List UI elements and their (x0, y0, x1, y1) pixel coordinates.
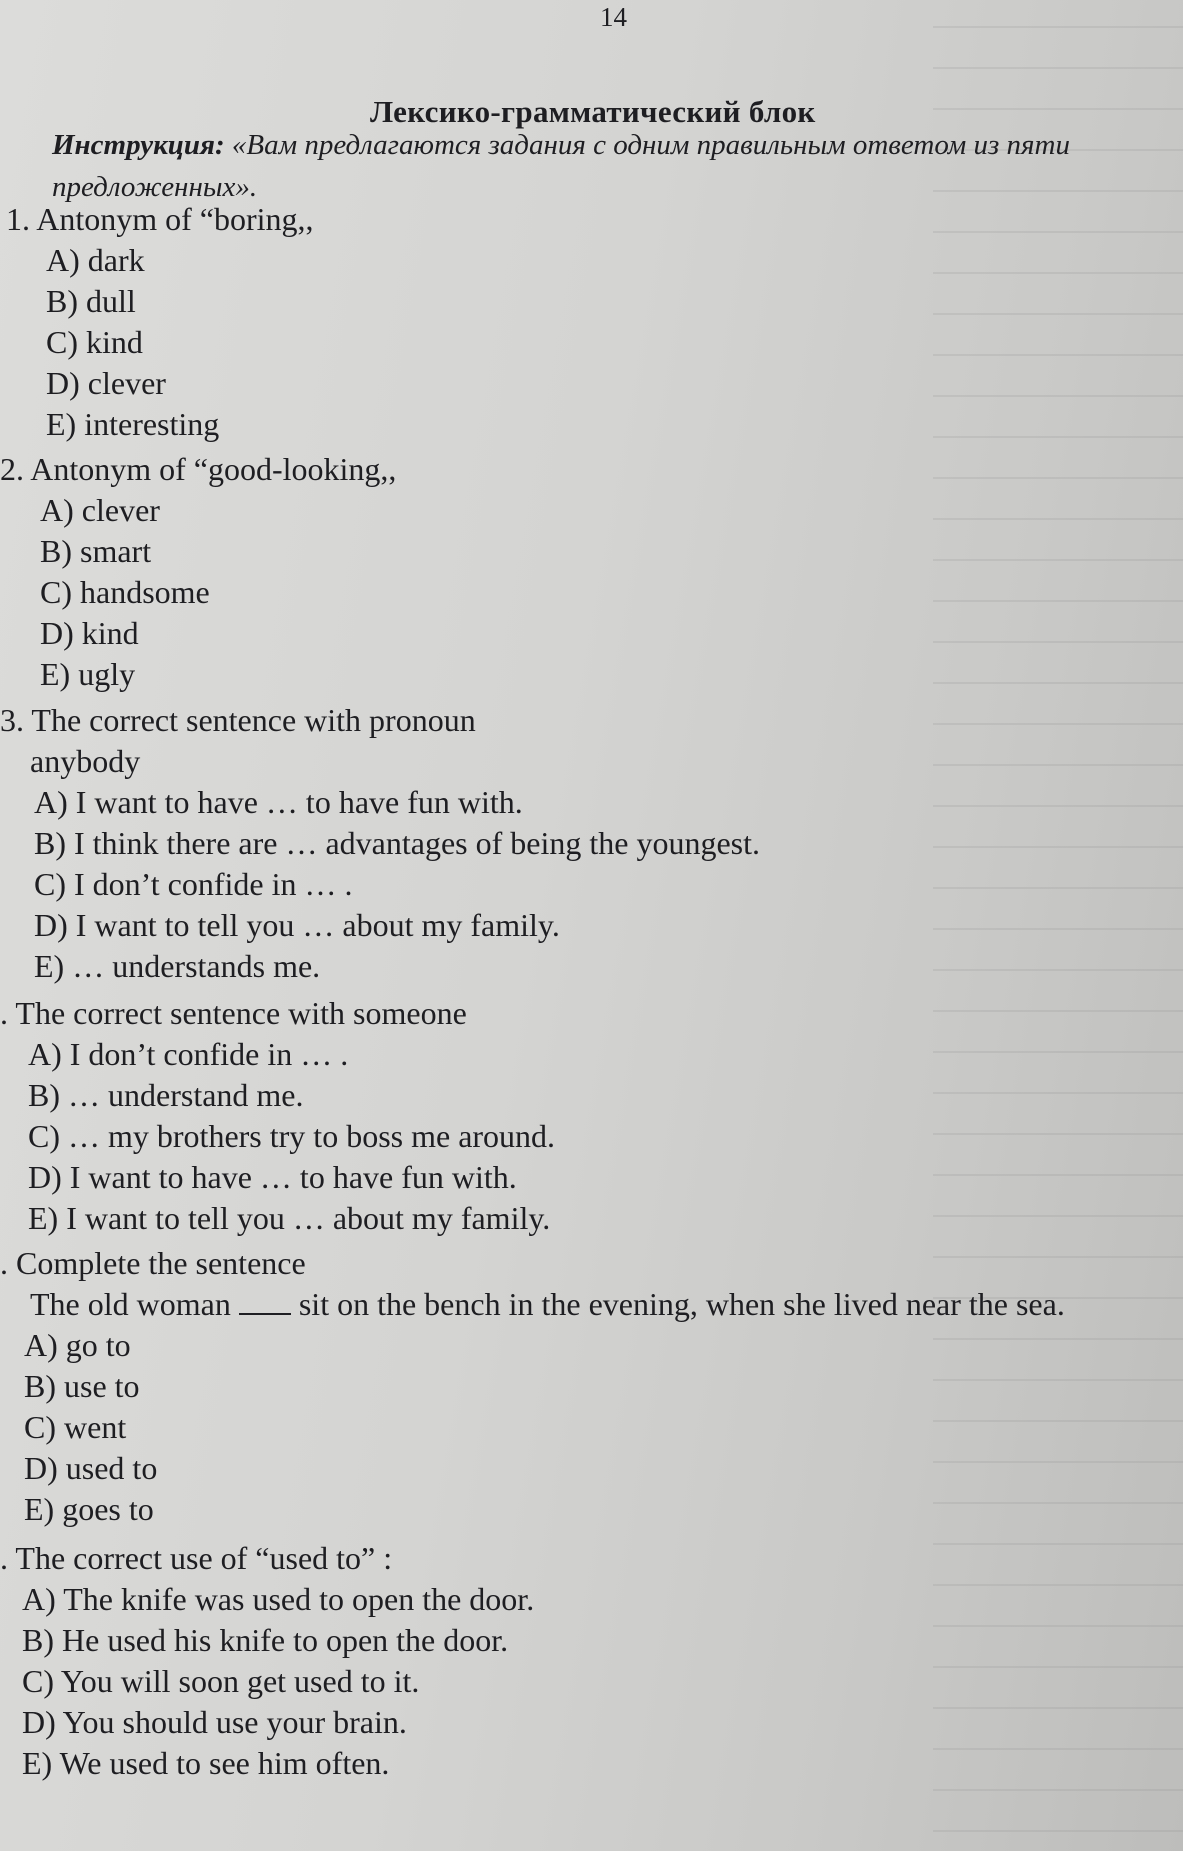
question-title: . The correct use of “used to” : (0, 1540, 393, 1576)
question-sentence (0, 1284, 1065, 1325)
option-a: A) The knife was used to open the door. (22, 1581, 535, 1617)
question-1 (6, 199, 314, 445)
question-2 (0, 449, 396, 695)
instruction (52, 124, 1162, 208)
option-c: C) … my brothers try to boss me around. (28, 1118, 556, 1154)
instruction-text: «Вам предлагаются задания с одним правильным ответом из пяти предложенных». (52, 129, 1070, 203)
answer-blank (239, 1291, 291, 1315)
option-a: A) dark (46, 242, 145, 278)
question-6 (0, 1538, 534, 1784)
option-a: A) clever (40, 492, 160, 528)
option-c: C) You will soon get used to it. (22, 1663, 420, 1699)
option-a: A) I don’t confide in … . (28, 1036, 349, 1072)
question-title: 3. The correct sentence with pronoun (0, 702, 476, 738)
option-a: A) go to (24, 1327, 131, 1363)
page-number: 14 (600, 2, 627, 32)
option-e: E) … understands me. (34, 948, 321, 984)
option-e: E) goes to (24, 1491, 154, 1527)
option-d: D) clever (46, 365, 166, 401)
sentence-start: The old woman (30, 1286, 231, 1322)
option-b: B) dull (46, 283, 136, 319)
question-title: 2. Antonym of “good-looking,, (0, 451, 397, 487)
option-c: C) kind (46, 324, 143, 360)
instruction-lead: Инструкция: (52, 129, 225, 161)
options-list (0, 782, 760, 987)
block-title: Лексико-грамматический блок (370, 94, 816, 129)
option-c: C) went (24, 1409, 127, 1445)
option-d: D) I want to have … to have fun with. (28, 1159, 517, 1195)
option-b: B) I think there are … advantages of being the youngest. (34, 825, 760, 861)
options-list (0, 490, 396, 695)
option-d: D) used to (24, 1450, 158, 1486)
option-e: E) interesting (46, 406, 220, 442)
question-4 (0, 993, 555, 1239)
question-continuation: anybody (30, 743, 141, 779)
option-d: D) kind (40, 615, 139, 651)
question-5 (0, 1243, 1065, 1530)
option-e: E) We used to see him often. (22, 1745, 390, 1781)
option-c: C) handsome (40, 574, 210, 610)
option-d: D) You should use your brain. (22, 1704, 407, 1740)
question-title: . Complete the sentence (0, 1245, 306, 1281)
question-title: 1. Antonym of “boring,, (6, 201, 314, 237)
option-b: B) smart (40, 533, 152, 569)
option-a: A) I want to have … to have fun with. (34, 784, 523, 820)
option-c: C) I don’t confide in … . (34, 866, 353, 902)
options-list (0, 1579, 534, 1784)
option-b: B) He used his knife to open the door. (22, 1622, 509, 1658)
show-through-text (933, 0, 1183, 1851)
option-b: B) … understand me. (28, 1077, 304, 1113)
options-list (6, 240, 314, 445)
question-title: . The correct sentence with someone (0, 995, 467, 1031)
option-d: D) I want to tell you … about my family. (34, 907, 560, 943)
sentence-end: sit on the bench in the evening, when she lived near the sea. (298, 1286, 1065, 1322)
option-e: E) ugly (40, 656, 136, 692)
options-list (0, 1034, 555, 1239)
option-b: B) use to (24, 1368, 140, 1404)
options-list (0, 1325, 1065, 1530)
option-e: E) I want to tell you … about my family. (28, 1200, 551, 1236)
question-3 (0, 700, 760, 987)
